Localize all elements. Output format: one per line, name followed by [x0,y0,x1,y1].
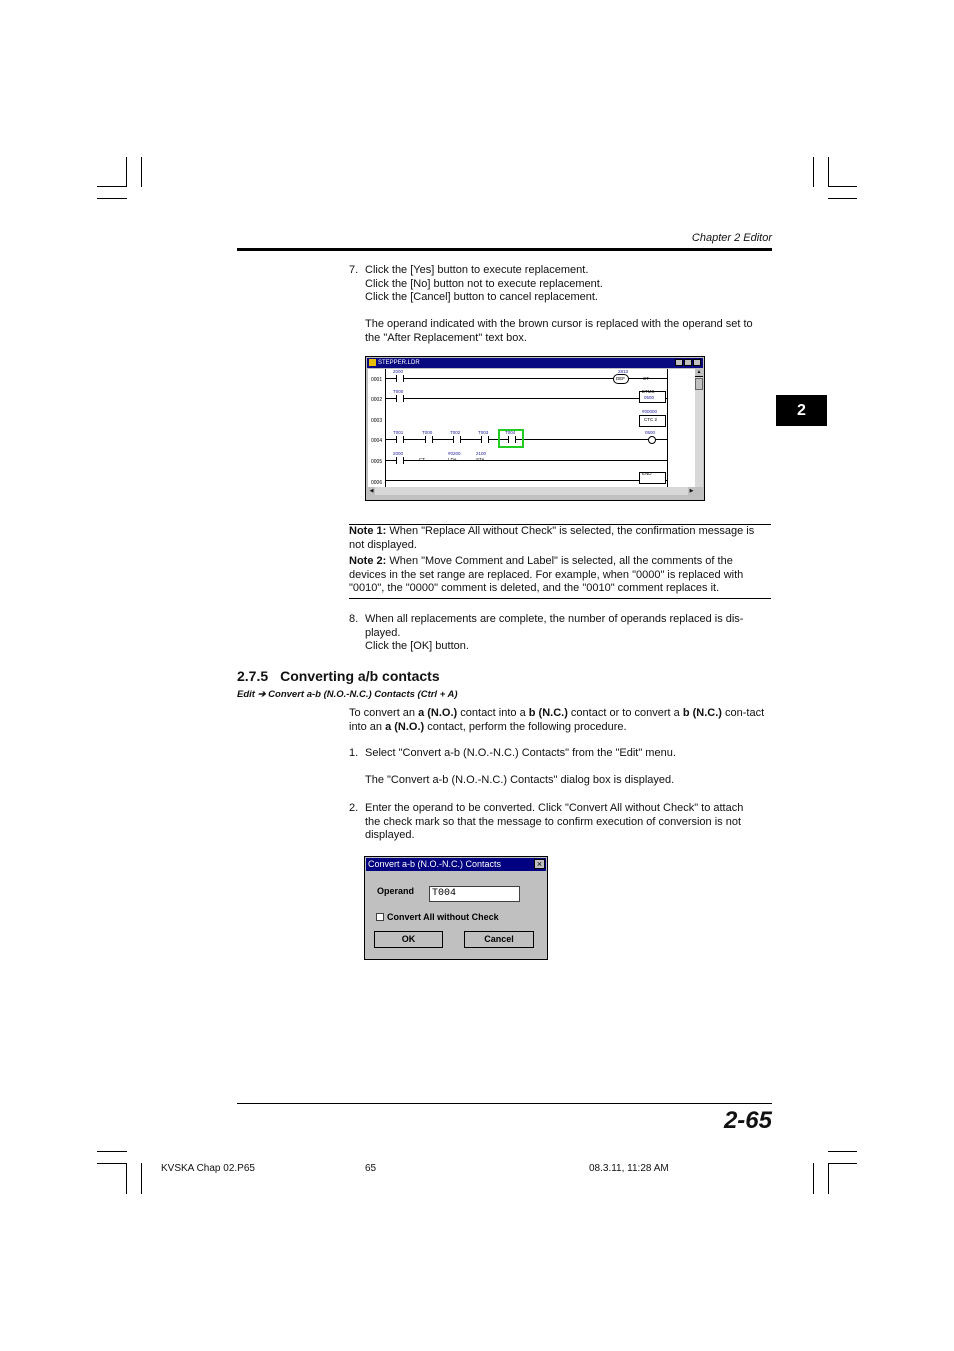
operand-label: 0500 [645,430,656,435]
ladder-title: STEPPER.LDR [378,360,420,366]
instruction-label: LDA [448,457,457,462]
contact[interactable] [396,395,404,402]
running-header: Chapter 2 Editor [691,232,772,244]
contact[interactable] [508,436,516,443]
crop-mark [828,1151,857,1152]
scroll-left-icon[interactable]: ◀ [369,488,374,494]
crop-mark [141,1163,142,1194]
note-2 [349,555,771,596]
contact[interactable] [425,436,433,443]
step-number: 1. [349,747,359,759]
footer-number: 65 [365,1163,377,1174]
maximize-icon[interactable] [684,359,692,366]
note-rule [349,598,771,599]
step-text: Click the [Cancel] button to cancel replacement. [365,291,598,303]
crop-mark [141,157,142,187]
crop-mark [828,1163,829,1194]
contact[interactable] [396,457,404,464]
row-number: 0001 [371,377,383,383]
operand-label: T002 [450,430,461,435]
close-icon[interactable] [693,359,701,366]
intro-text: To convert an [349,707,419,719]
operand-label: 2813 [618,369,629,374]
step-text: Enter the operand to be converted. Click "Convert All without Check" to attach the check mark so that the message to confirm execution of conversion is not displayed. [365,802,744,842]
step-number: 2. [349,802,359,814]
contact[interactable] [396,375,404,382]
operand-label: 2000 [393,369,404,374]
crop-mark [97,186,127,187]
rung [385,480,667,481]
header-rule [237,248,772,251]
rung [385,398,667,399]
rung [385,460,667,461]
intro-bold: a (N.O.) [385,720,425,733]
step-paragraph: The operand indicated with the brown cursor is replaced with the operand set to the "After Replacement" text box. [365,318,753,344]
step-text: Select "Convert a-b (N.O.-N.C.) Contacts" from the "Edit" menu. [365,747,676,759]
contact[interactable] [453,436,461,443]
step-number: 7. [349,264,359,276]
operand-label: 0500 [644,395,655,400]
operand-label: #0200 [448,451,461,456]
operand-label: T001 [393,430,404,435]
convert-dialog [364,856,548,960]
crop-mark [813,1163,814,1194]
intro-text: contact, perform the following procedure. [424,720,627,733]
contact[interactable] [396,436,404,443]
row-number: 0002 [371,397,383,403]
operand-label: 2000 [393,451,404,456]
step-text: Click the [Yes] button to execute replacement. [365,264,589,276]
intro-text: contact into a [457,707,529,719]
ladder-titlebar [367,358,703,368]
instruction-label: ETMS [642,389,655,394]
ladder-canvas[interactable] [368,369,695,487]
step-text: When all replacements are complete, the number of operands replaced is dis-played. [365,613,744,639]
close-icon[interactable]: × [534,859,545,869]
crop-mark [97,1151,127,1152]
minimize-icon[interactable] [675,359,683,366]
instruction-label: END [642,471,652,476]
operand-label: #00000 [642,409,658,414]
scroll-thumb[interactable] [695,378,703,390]
step-text: The "Convert a-b (N.O.-N.C.) Contacts" dialog box is displayed. [365,774,675,786]
crop-mark [97,1163,127,1164]
crop-mark [126,157,127,187]
intro-bold: a (N.O.) [418,707,458,719]
step-text: Click the [No] button not to execute replacement. [365,278,603,290]
crop-mark [97,198,127,199]
section-heading [237,667,440,685]
crop-mark [828,157,829,187]
intro-bold: b (N.C.) [682,707,722,719]
ladder-window [365,356,705,501]
row-number: 0005 [371,459,383,465]
note-text: When "Move Comment and Label" is selected, all the comments of the devices in the set range are replaced. For example, when "0000" is replaced with "0010", the "0000" comment is deleted, and the "0010" comment replaces it. [349,555,744,595]
section-number: 2.7.5 [237,668,269,684]
note-text: When "Replace All without Check" is selected, the confirmation message is not displayed. [349,525,755,551]
note-label: Note 2: [349,555,387,567]
crop-mark [828,186,857,187]
dialog-title: Convert a-b (N.O.-N.C.) Contacts [366,858,546,871]
horizontal-scrollbar[interactable] [368,487,695,495]
row-number: 0006 [371,480,383,486]
note-1 [349,525,771,552]
checkbox-label: Convert All without Check [387,912,499,922]
scroll-right-icon[interactable]: ▶ [689,488,694,494]
note-label: Note 1: [349,525,387,537]
instruction-label: CT [419,457,425,462]
section-title: Converting a/b contacts [280,668,440,684]
crop-mark [828,1163,857,1164]
intro-text: con-tact into an [349,707,765,733]
instruction-label: DEF [616,376,625,381]
instruction-label: CT [643,376,649,381]
page-number: 2-65 [723,1107,772,1134]
intro-paragraph [349,707,771,734]
operand-input[interactable]: T004 [429,886,520,902]
power-rail [385,369,386,487]
menu-path: Edit ➔ Convert a-b (N.O.-N.C.) Contacts (Ctrl + A) [237,689,458,700]
operand-label: T004 [505,430,516,435]
step-text: Click the [OK] button. [365,640,469,652]
row-number: 0003 [371,418,383,424]
row-number: 0004 [371,438,383,444]
vertical-scrollbar[interactable] [695,369,703,487]
folder-icon [369,359,376,366]
operand-label: T003 [478,430,489,435]
step-number: 8. [349,613,359,625]
operand-label: 2100 [476,451,487,456]
chapter-tab: 2 [776,395,827,426]
operand-label: T000 [393,389,404,394]
operand-label: T000 [422,430,433,435]
footer-date: 08.3.11, 11:28 AM [589,1163,669,1174]
cancel-button[interactable]: Cancel [464,931,534,948]
scroll-up-icon[interactable]: ▲ [696,369,702,375]
ok-button[interactable]: OK [374,931,443,948]
intro-text: contact or to convert a [567,707,683,719]
instruction-label: CTC 2 [644,417,658,422]
crop-mark [126,1163,127,1194]
power-rail [667,369,668,487]
intro-bold: b (N.C.) [528,707,568,719]
operand-label: Operand [377,886,415,896]
instruction-label: STA [476,457,485,462]
convert-all-checkbox[interactable] [376,913,384,921]
crop-mark [813,157,814,187]
contact[interactable] [481,436,489,443]
crop-mark [828,198,857,199]
footer-rule [237,1103,772,1104]
footer-file: KVSKA Chap 02.P65 [161,1163,255,1174]
output-coil[interactable] [648,436,656,444]
